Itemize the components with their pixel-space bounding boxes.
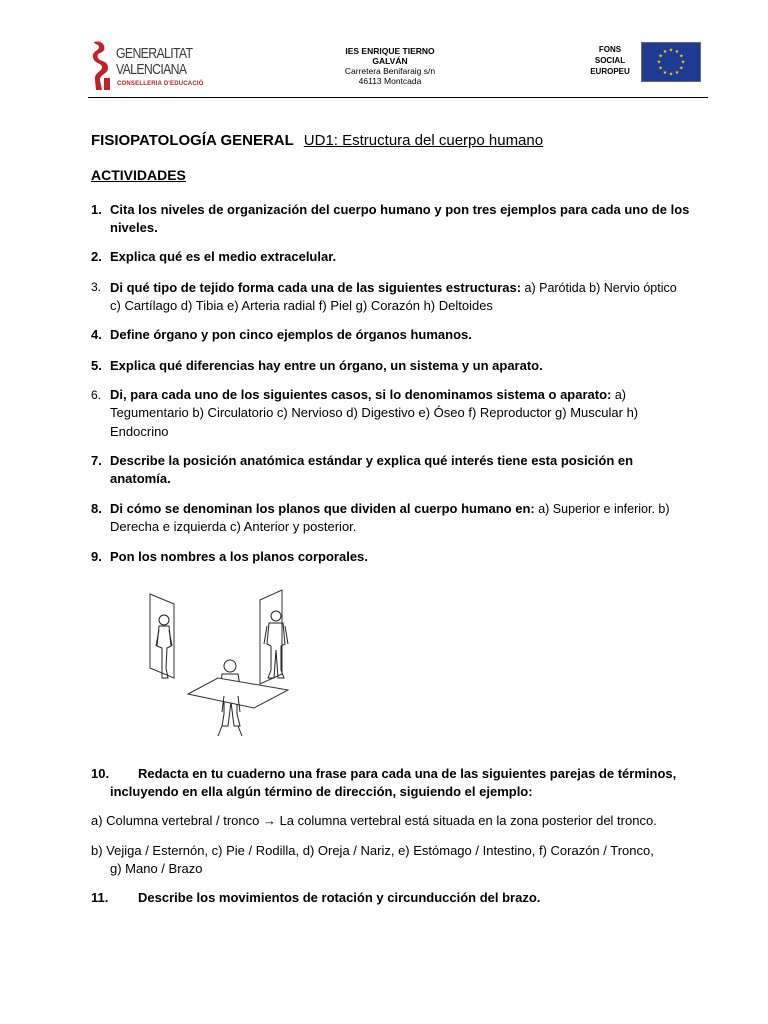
- body-planes-figure: [138, 586, 320, 744]
- question-7-line-1: Describe la posición anatómica estándar y explica qué interés tiene esta posición en: [110, 453, 634, 468]
- eu-star-icon: ★: [658, 65, 663, 72]
- page-title: [91, 131, 543, 150]
- eu-star-icon: ★: [658, 53, 663, 60]
- eu-fund-text: [583, 44, 637, 77]
- question-6-line-2: Tegumentario b) Circulatorio c) Nervioso d) Digestivo e) Óseo f) Reproductor g) Muscular h): [110, 405, 639, 420]
- header-divider: [88, 97, 708, 98]
- eu-star-icon: ★: [680, 59, 686, 66]
- question-10-line-2: incluyendo en ella algún término de dirección, siguiendo el ejemplo:: [110, 784, 533, 799]
- eu-star-icon: ★: [679, 65, 684, 72]
- question-number-11: 11.: [91, 890, 109, 905]
- question-3-bold: Di qué tipo de tejido forma cada una de las siguientes estructuras:: [110, 280, 522, 295]
- eu-star-icon: ★: [674, 49, 680, 56]
- eu-star-icon: ★: [679, 53, 684, 60]
- question-number-10: 10.: [91, 766, 110, 781]
- question-11-line-1: Describe los movimientos de rotación y circunducción del brazo.: [138, 890, 541, 905]
- school-name-line-1: IES ENRIQUE TIERNO: [345, 46, 435, 56]
- question-number-2: 2.: [91, 249, 102, 264]
- logo-subtitle: CONSELLERIA D'EDUCACIÓ: [117, 81, 204, 87]
- question-number-8: 8.: [91, 501, 102, 516]
- question-7-line-2: anatomía.: [110, 471, 171, 486]
- question-1-line-2: niveles.: [110, 220, 158, 235]
- logo-line-2: VALENCIANA: [116, 61, 187, 78]
- example-b-line-1: b) Vejiga / Esternón, c) Pie / Rodilla, d) Oreja / Nariz, e) Estómago / Intestino, f) Corazón / Tronco,: [91, 843, 654, 858]
- course-name: FISIOPATOLOGÍA GENERAL: [91, 132, 294, 149]
- question-3-rest: a) Parótida b) Nervio óptico: [521, 281, 677, 295]
- school-info: [330, 46, 450, 86]
- eu-star-icon: ★: [662, 49, 668, 56]
- address-line-1: Carretera Benifaraig s/n: [344, 66, 436, 76]
- question-number-6: 6.: [91, 388, 102, 402]
- unit-title: UD1: Estructura del cuerpo humano: [303, 132, 544, 149]
- question-6-bold: Di, para cada uno de los siguientes casos, si lo denominamos sistema o aparato:: [110, 387, 612, 402]
- eu-flag-icon: [641, 42, 701, 82]
- question-8-line-2: Derecha e izquierda c) Anterior y posterior.: [110, 519, 357, 534]
- question-4-line-1: Define órgano y pon cinco ejemplos de órganos humanos.: [110, 327, 472, 342]
- question-5-line-1: Explica qué diferencias hay entre un órgano, un sistema y un aparato.: [110, 358, 543, 373]
- eu-star-icon: ★: [662, 69, 668, 76]
- eu-star-icon: ★: [656, 59, 662, 66]
- question-number-3: 3.: [91, 280, 102, 294]
- question-6-line-1: [110, 385, 626, 405]
- eu-line-3: EUROPEU: [590, 67, 630, 76]
- question-1-line-1: Cita los niveles de organización del cuerpo humano y pon tres ejemplos para cada uno de los: [110, 202, 690, 217]
- document-header: [88, 36, 708, 98]
- question-number-4: 4.: [91, 327, 102, 342]
- eu-star-icon: ★: [674, 69, 680, 76]
- question-8-line-1: [110, 499, 670, 519]
- address-line-2: 46113 Montcada: [358, 76, 422, 86]
- school-name-line-2: GALVÁN: [372, 56, 408, 66]
- eu-line-2: SOCIAL: [594, 56, 626, 65]
- question-number-9: 9.: [91, 549, 102, 564]
- question-2-line-1: Explica qué es el medio extracelular.: [110, 249, 337, 264]
- question-8-bold: Di cómo se denominan los planos que dividen al cuerpo humano en:: [110, 501, 535, 516]
- eu-star-icon: ★: [668, 47, 674, 54]
- question-6-line-3: Endocrino: [110, 424, 169, 439]
- example-a: a) Columna vertebral / tronco → La columna vertebral está situada en la zona posterior del tronco.: [91, 813, 657, 828]
- generalitat-emblem-icon: [90, 40, 112, 92]
- question-10-line-1: Redacta en tu cuaderno una frase para cada una de las siguientes parejas de términos,: [138, 766, 677, 781]
- logo-line-1: GENERALITAT: [116, 45, 193, 62]
- question-number-7: 7.: [91, 453, 102, 468]
- frontal-plane-right: [260, 590, 288, 684]
- sagittal-plane-left: [150, 594, 174, 678]
- question-9-line-1: Pon los nombres a los planos corporales.: [110, 549, 368, 564]
- question-8-rest: a) Superior e inferior. b): [534, 502, 670, 516]
- transverse-plane-center: [188, 660, 288, 736]
- eu-star-icon: ★: [668, 71, 674, 78]
- question-3-line-1: [110, 278, 677, 298]
- eu-fund-logo: [583, 42, 703, 82]
- activities-heading: ACTIVIDADES: [91, 167, 186, 183]
- generalitat-logo: [90, 40, 204, 94]
- question-3-line-2: c) Cartílago d) Tibia e) Arteria radial f) Piel g) Corazón h) Deltoides: [110, 298, 493, 313]
- example-b-line-2: g) Mano / Brazo: [110, 861, 203, 876]
- eu-line-1: FONS: [598, 45, 622, 54]
- question-number-1: 1.: [91, 202, 102, 217]
- question-6-rest: a): [611, 388, 626, 402]
- question-number-5: 5.: [91, 358, 102, 373]
